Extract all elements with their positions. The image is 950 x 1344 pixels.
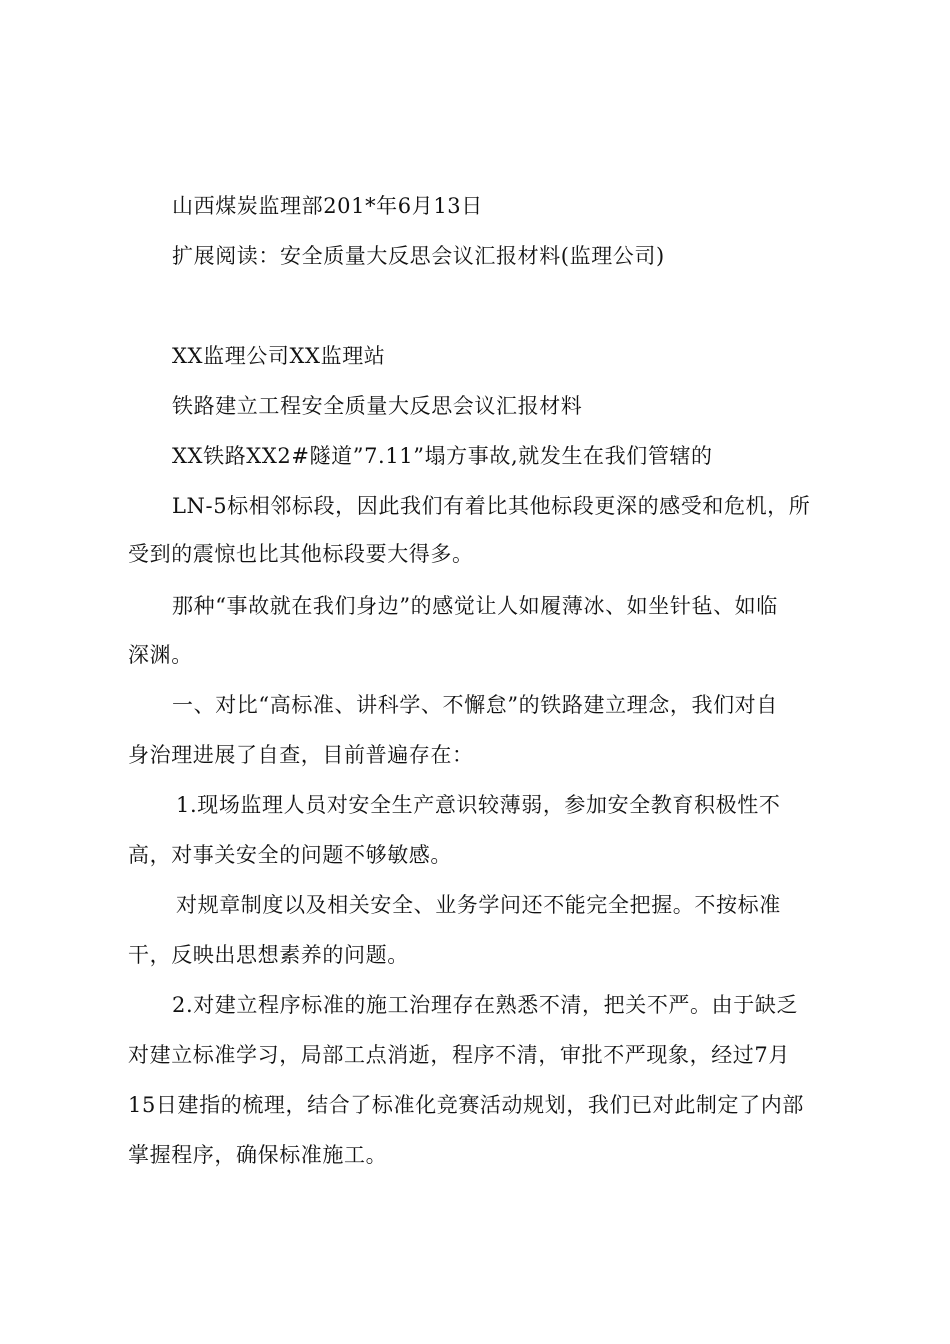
paragraph-line: XX铁路XX2#隧道”7.11”塌方事故,就发生在我们管辖的: [172, 444, 713, 468]
paragraph-line: 受到的震惊也比其他标段要大得多。: [128, 542, 474, 566]
paragraph-line: 干，反映出思想素养的问题。: [128, 943, 409, 967]
paragraph-line: 那种“事故就在我们身边”的感觉让人如履薄冰、如坐针毡、如临: [172, 594, 778, 618]
paragraph-line: 身治理进展了自查，目前普遍存在：: [128, 743, 474, 767]
paragraph-line: 高，对事关安全的问题不够敏感。: [128, 843, 452, 867]
paragraph-line: 对规章制度以及相关安全、业务学问还不能完全把握。不按标准: [176, 893, 781, 917]
paragraph-line: 深渊。: [128, 643, 193, 667]
organization-name: XX监理公司XX监理站: [172, 344, 386, 368]
paragraph-line: LN-5标相邻标段，因此我们有着比其他标段更深的感受和危机，所: [172, 494, 811, 518]
paragraph-line: 对建立标准学习，局部工点消逝，程序不清，审批不严现象，经过7月: [128, 1043, 790, 1067]
list-item-2: 2.对建立程序标准的施工治理存在熟悉不清，把关不严。由于缺乏: [172, 993, 799, 1017]
paragraph-line: 15日建指的梳理，结合了标准化竞赛活动规划，我们已对此制定了内部: [128, 1093, 804, 1117]
extended-reading-title: 扩展阅读：安全质量大反思会议汇报材料(监理公司): [172, 244, 665, 268]
section-heading: 一、对比“高标准、讲科学、不懈怠”的铁路建立理念，我们对自: [172, 693, 778, 717]
paragraph-line: 掌握程序，确保标准施工。: [128, 1143, 388, 1167]
report-title: 铁路建立工程安全质量大反思会议汇报材料: [172, 394, 583, 418]
list-item-1: 1.现场监理人员对安全生产意识较薄弱，参加安全教育积极性不: [176, 793, 781, 817]
signature-line: 山西煤炭监理部201*年6月13日: [172, 194, 483, 218]
